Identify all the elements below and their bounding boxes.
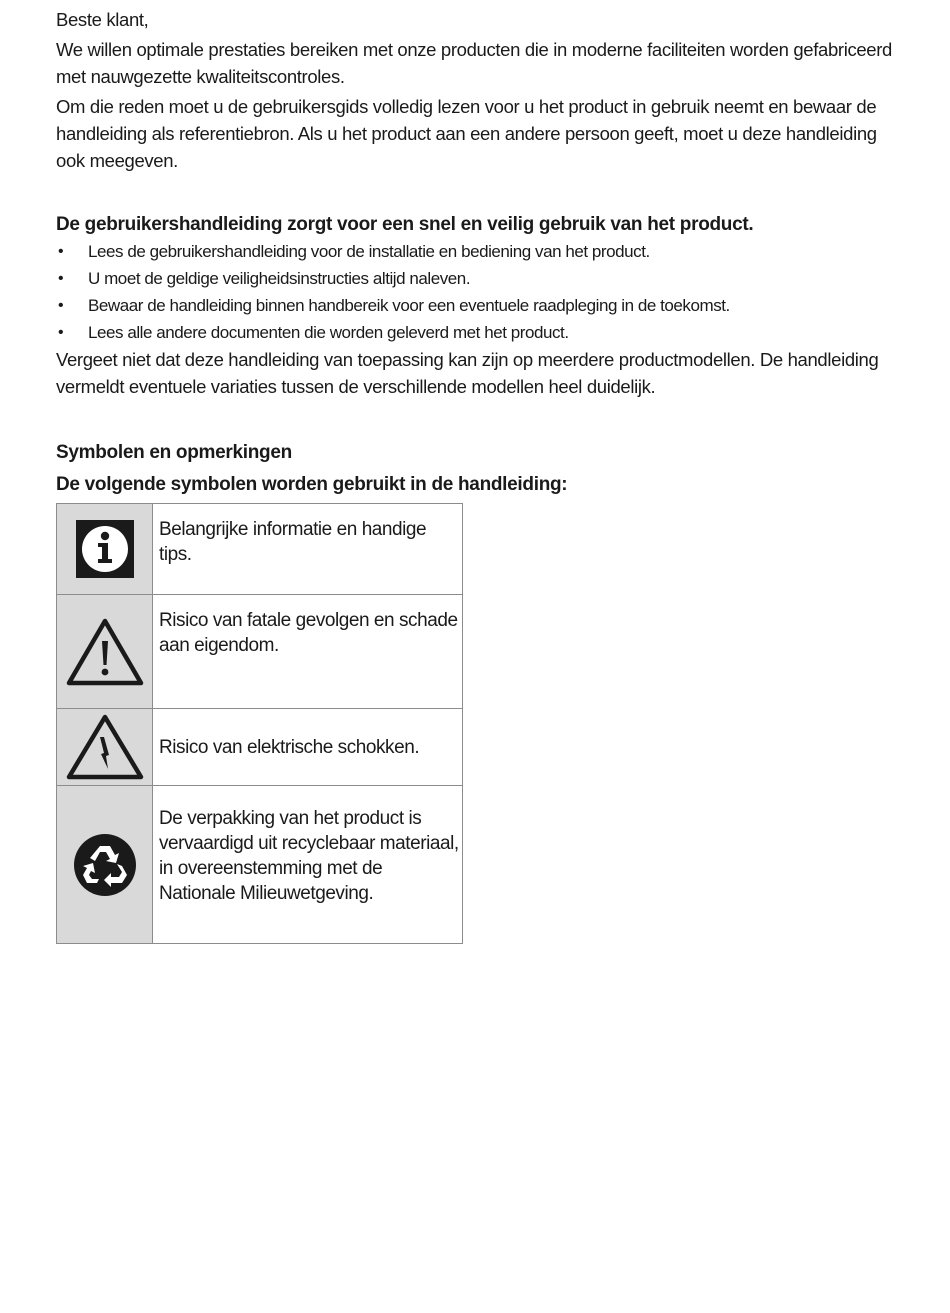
- list-item: • Lees alle andere documenten die worden geleverd met het product.: [56, 319, 896, 346]
- bullet-icon: •: [58, 324, 64, 341]
- bullet-icon: •: [58, 270, 64, 287]
- guide-heading: De gebruikershandleiding zorgt voor een snel en veilig gebruik van het product.: [56, 214, 754, 235]
- symbol-description: De verpakking van het product is vervaardigd uit recyclebaar materiaal, in overeenstemming met de Nationale Milieuwetgeving.: [153, 786, 463, 944]
- table-row: [57, 786, 463, 944]
- table-row: [57, 709, 463, 786]
- intro-paragraph-2: Om die reden moet u de gebruikersgids volledig lezen voor u het product in gebruik neemt en bewaar de handleiding als referentiebron. Als u het product aan een andere persoon geeft, moet u deze handleiding ook meegeven.: [56, 96, 877, 171]
- symbols-subheading: De volgende symbolen worden gebruikt in de handleiding:: [56, 474, 568, 495]
- warning-icon: [66, 617, 144, 687]
- info-icon: [76, 520, 134, 578]
- document-page: [56, 6, 896, 944]
- table-row: [57, 504, 463, 595]
- list-item: • Lees de gebruikershandleiding voor de installatie en bediening van het product.: [56, 238, 896, 265]
- list-item: • Bewaar de handleiding binnen handbereik voor een eventuele raadpleging in de toekomst.: [56, 292, 896, 319]
- greeting: Beste klant,: [56, 9, 149, 30]
- guide-bullet-list: [56, 238, 896, 346]
- symbol-description: Belangrijke informatie en handige tips.: [153, 504, 463, 595]
- intro-paragraph-1: We willen optimale prestaties bereiken met onze producten die in moderne faciliteiten worden gefabriceerd met nauwgezette kwaliteitscontroles.: [56, 39, 892, 87]
- symbols-heading: Symbolen en opmerkingen: [56, 442, 292, 463]
- table-row: [57, 595, 463, 709]
- symbols-table: [56, 503, 463, 944]
- symbol-description: Risico van fatale gevolgen en schade aan eigendom.: [153, 595, 463, 709]
- symbol-description: Risico van elektrische schokken.: [153, 709, 463, 786]
- recycle-icon: [73, 833, 137, 897]
- bullet-icon: •: [58, 243, 64, 260]
- models-note: Vergeet niet dat deze handleiding van toepassing kan zijn op meerdere productmodellen. De handleiding vermeldt eventuele variaties tussen de verschillende modellen heel duidelijk.: [56, 349, 879, 397]
- electric-shock-icon: [66, 713, 144, 781]
- list-item: • U moet de geldige veiligheidsinstructies altijd naleven.: [56, 265, 896, 292]
- bullet-icon: •: [58, 297, 64, 314]
